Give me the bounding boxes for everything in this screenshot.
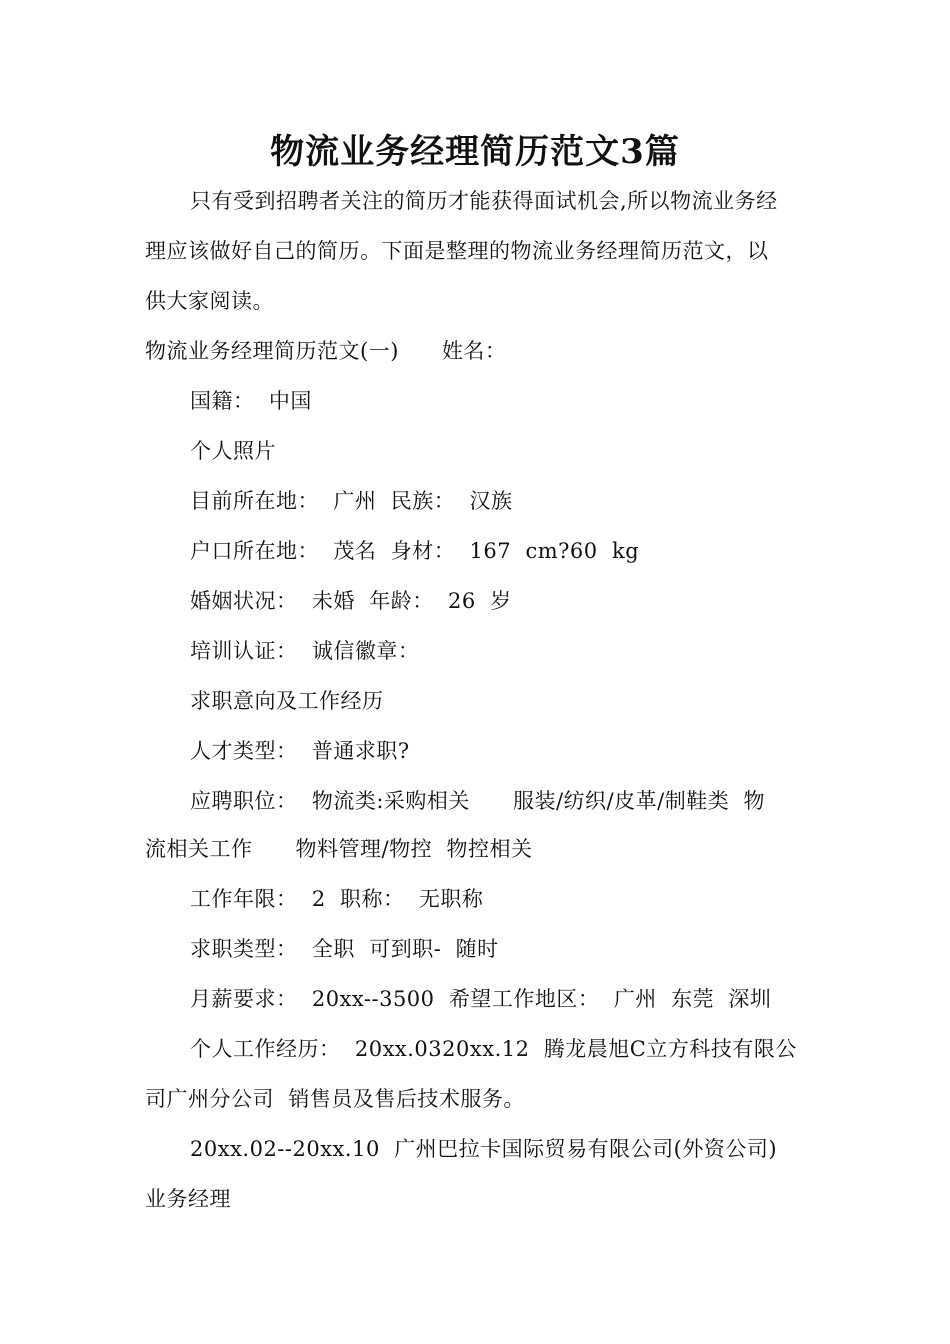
section-heading-name: 物流业务经理简历范文(一) 姓名： xyxy=(145,339,507,363)
field-certification: 培训认证： 诚信徽章： xyxy=(190,639,420,663)
field-work-history-2: 20xx.02--20xx.10 广州巴拉卡国际贸易有限公司(外资公司) xyxy=(190,1137,778,1161)
field-position: 应聘职位： 物流类:采购相关 服装/纺织/皮革/制鞋类 物 xyxy=(190,789,766,813)
field-position-cont: 流相关工作 物料管理/物控 物控相关 xyxy=(145,837,533,861)
field-marital-status: 婚姻状况： 未婚 年龄： 26 岁 xyxy=(190,589,512,613)
field-years: 工作年限： 2 职称： 无职称 xyxy=(190,887,484,911)
field-photo: 个人照片 xyxy=(190,439,276,463)
document-title: 物流业务经理简历范文3篇 xyxy=(270,132,680,172)
intro-line-2: 理应该做好自己的简历。下面是整理的物流业务经理简历范文，以 xyxy=(145,239,769,263)
field-job-type: 求职类型： 全职 可到职- 随时 xyxy=(190,937,499,961)
section-job-intention: 求职意向及工作经历 xyxy=(190,689,384,713)
field-current-location: 目前所在地： 广州 民族： 汉族 xyxy=(190,489,513,513)
field-household-location: 户口所在地： 茂名 身材： 167 cm?60 kg xyxy=(190,539,640,563)
field-work-history-2-cont: 业务经理 xyxy=(145,1187,231,1211)
field-nationality: 国籍： 中国 xyxy=(190,389,312,413)
field-work-history-cont: 司广州分公司 销售员及售后技术服务。 xyxy=(145,1087,525,1111)
field-salary: 月薪要求： 20xx--3500 希望工作地区： 广州 东莞 深圳 xyxy=(190,987,772,1011)
intro-line-1: 只有受到招聘者关注的简历才能获得面试机会,所以物流业务经 xyxy=(190,189,778,213)
field-talent-type: 人才类型： 普通求职? xyxy=(190,739,410,763)
intro-line-3: 供大家阅读。 xyxy=(145,289,274,313)
field-work-history: 个人工作经历： 20xx.0320xx.12 腾龙晨旭C立方科技有限公 xyxy=(190,1037,797,1061)
